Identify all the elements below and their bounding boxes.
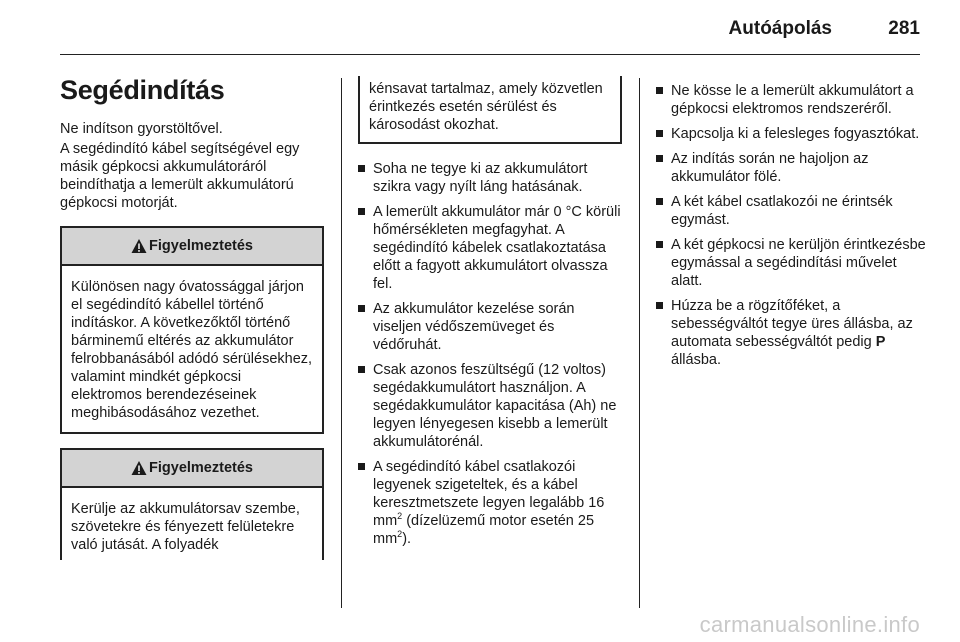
bullet-icon <box>656 198 663 205</box>
warning-triangle-icon <box>131 460 147 476</box>
intro-paragraph-2: A segédindító kábel segítségével egy másik gépkocsi akkumulátoráról beindíthatja a lemerült akkumulátorú gépkocsi motorját. <box>60 141 300 211</box>
warning-box-2-header <box>62 450 322 488</box>
list-item-text: A két gépkocsi ne kerüljön érintkezésbe egymással a segédindítási művelet alatt. <box>671 237 926 289</box>
bullet-icon <box>656 155 663 162</box>
bullet-icon <box>358 165 365 172</box>
list-item-text: A segédindító kábel csatlakozói legyenek szigeteltek, és a kábel keresztmetszete legyen legalább 16 mm <box>373 459 605 529</box>
watermark: carmanualsonline.info <box>699 612 920 637</box>
list-item <box>656 125 926 143</box>
warning-box-1-title: Figyelmeztetés <box>149 238 253 254</box>
list-item <box>358 300 622 354</box>
section-heading: Segédindítás <box>60 75 225 105</box>
warning-box-1-text: Különösen nagy óvatossággal járjon el segédindító kábellel történő indításkor. A következőktől történő bárminemű eltérés az akkumulátor felrobbanásából adódó sérülésekhez, valamint mindkét gépkocsi elektromos berendezéseinek meghibásodásához vezethet. <box>71 279 313 421</box>
list-item <box>656 297 926 369</box>
page-number: 281 <box>888 18 920 39</box>
list-item <box>656 193 926 229</box>
precaution-list-2 <box>656 82 926 369</box>
superscript: 2 <box>397 529 403 539</box>
warning-box-2-continued: kénsavat tartalmaz, amely közvetlen érintkezés esetén sérülést és károsodást okozhat. <box>358 76 622 144</box>
bullet-icon <box>656 130 663 137</box>
list-item-text: állásba. <box>671 352 721 368</box>
warning-box-2 <box>60 448 324 560</box>
list-item <box>358 361 622 451</box>
list-item <box>358 160 622 196</box>
warning-box-1 <box>60 226 324 434</box>
column-right <box>656 82 926 376</box>
list-item-text: Az akkumulátor kezelése során viseljen védőszemüveget és védőruhát. <box>373 301 575 353</box>
gear-position-label: P <box>875 334 886 350</box>
list-item-text: Az indítás során ne hajoljon az akkumulátor fölé. <box>671 151 869 185</box>
list-item <box>358 203 622 293</box>
bullet-icon <box>358 305 365 312</box>
warning-triangle-icon <box>131 238 147 254</box>
column-left <box>60 72 324 560</box>
bullet-icon <box>656 241 663 248</box>
list-item-text: Csak azonos feszültségű (12 voltos) segédakkumulátort használjon. A segédakkumulátor kapacitása (Ah) ne legyen lényegesen kisebb a lemerült akkumulátorénál. <box>373 362 617 450</box>
bullet-icon <box>656 302 663 309</box>
list-item <box>656 236 926 290</box>
bullet-icon <box>358 463 365 470</box>
column-middle <box>358 76 622 555</box>
warning-box-1-header <box>62 228 322 266</box>
list-item-text: A lemerült akkumulátor már 0 °C körüli hőmérsékleten megfagyhat. A segédindító kábelek csatlakoztatása előtt a fagyott akkumulátort olvassza fel. <box>373 204 621 292</box>
list-item-text: A két kábel csatlakozói ne érintsék egymást. <box>671 194 893 228</box>
bullet-icon <box>656 87 663 94</box>
column-divider-left <box>341 78 342 608</box>
precaution-list-1 <box>358 160 622 548</box>
list-item <box>656 150 926 186</box>
superscript: 2 <box>397 511 403 521</box>
bullet-icon <box>358 366 365 373</box>
list-item <box>656 82 926 118</box>
list-item-text: Kapcsolja ki a felesleges fogyasztókat. <box>671 126 920 142</box>
list-item-text: Húzza be a rögzítőféket, a sebességváltót tegye üres állásba, az automata sebességváltót pedig <box>671 298 913 350</box>
warning-box-2-title: Figyelmeztetés <box>149 460 253 476</box>
running-header-title: Autóápolás <box>728 18 832 39</box>
intro-paragraph-1: Ne indítson gyorstöltővel. <box>60 121 223 137</box>
list-item-text: (dízelüzemű motor esetén 25 mm <box>373 513 595 547</box>
header-rule <box>60 54 920 55</box>
list-item-text: Ne kösse le a lemerült akkumulátort a gépkocsi elektromos rendszeréről. <box>671 83 914 117</box>
list-item-text: ). <box>402 531 412 547</box>
bullet-icon <box>358 208 365 215</box>
warning-box-2-text: Kerülje az akkumulátorsav szembe, szövetekre és fényezett felületekre való jutását. A folyadék <box>71 501 300 553</box>
list-item-text: Soha ne tegye ki az akkumulátort szikra vagy nyílt láng hatásának. <box>373 161 588 195</box>
column-divider-right <box>639 78 640 608</box>
list-item <box>358 458 622 548</box>
